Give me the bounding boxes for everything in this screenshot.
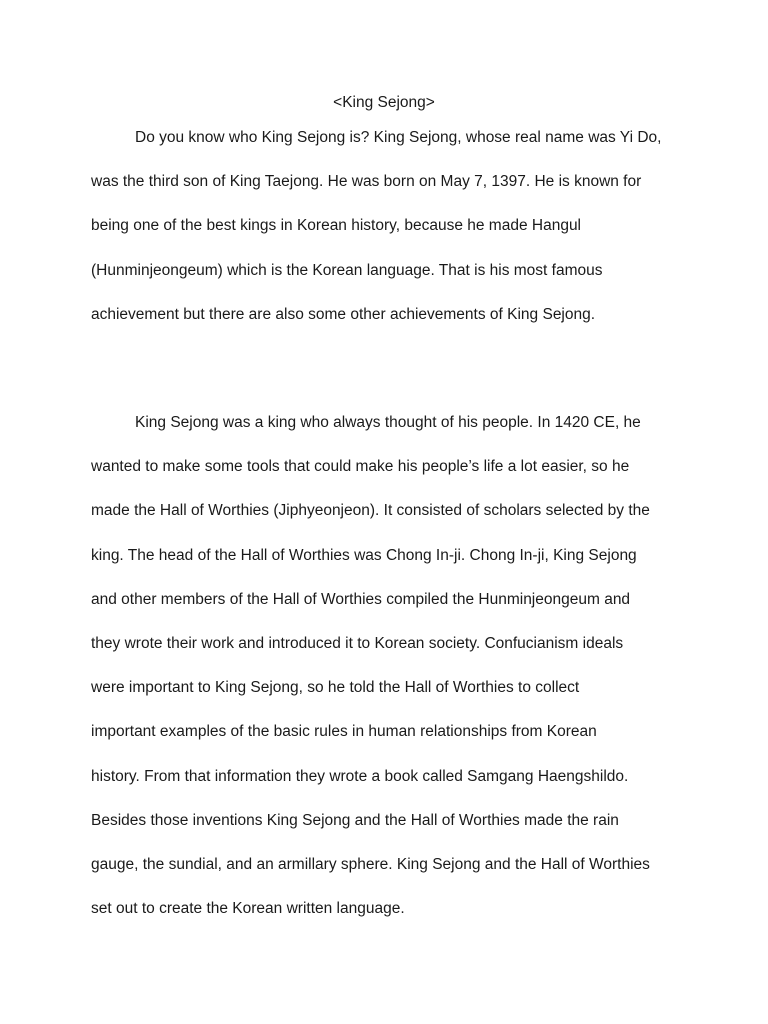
paragraph-line: history. From that information they wrote a book called Samgang Haengshildo. [91,767,629,785]
paragraph-line: wanted to make some tools that could make his people’s life a lot easier, so he [91,458,630,476]
paragraph-line: set out to create the Korean written language. [91,900,405,918]
paragraph-line: were important to King Sejong, so he told the Hall of Worthies to collect [91,679,580,697]
paragraph-line: Besides those inventions King Sejong and the Hall of Worthies made the rain [91,811,619,829]
paragraph-line: King Sejong was a king who always thought of his people. In 1420 CE, he [135,414,641,431]
paragraph-line: achievement but there are also some other achievements of King Sejong. [91,305,596,323]
paragraph-line: important examples of the basic rules in human relationships from Korean [91,723,597,741]
paragraph-line: (Hunminjeongeum) which is the Korean language. That is his most famous [91,261,603,279]
paragraph-line: they wrote their work and introduced it to Korean society. Confucianism ideals [91,634,624,652]
paragraph-line: was the third son of King Taejong. He was born on May 7, 1397. He is known for [91,173,642,191]
paragraph-line: Do you know who King Sejong is? King Sejong, whose real name was Yi Do, [135,129,662,146]
paragraph-line: made the Hall of Worthies (Jiphyeonjeon). It consisted of scholars selected by the [91,502,650,520]
document-title: <King Sejong> [333,94,435,111]
paragraph-2 [91,413,687,943]
paragraph-line: king. The head of the Hall of Worthies was Chong In-ji. Chong In-ji, King Sejong [91,546,637,564]
paragraph-1 [91,128,687,349]
paragraph-line: and other members of the Hall of Worthies compiled the Hunminjeongeum and [91,590,631,608]
paragraph-line: being one of the best kings in Korean history, because he made Hangul [91,217,582,235]
paragraph-line: gauge, the sundial, and an armillary sphere. King Sejong and the Hall of Worthies [91,855,650,873]
